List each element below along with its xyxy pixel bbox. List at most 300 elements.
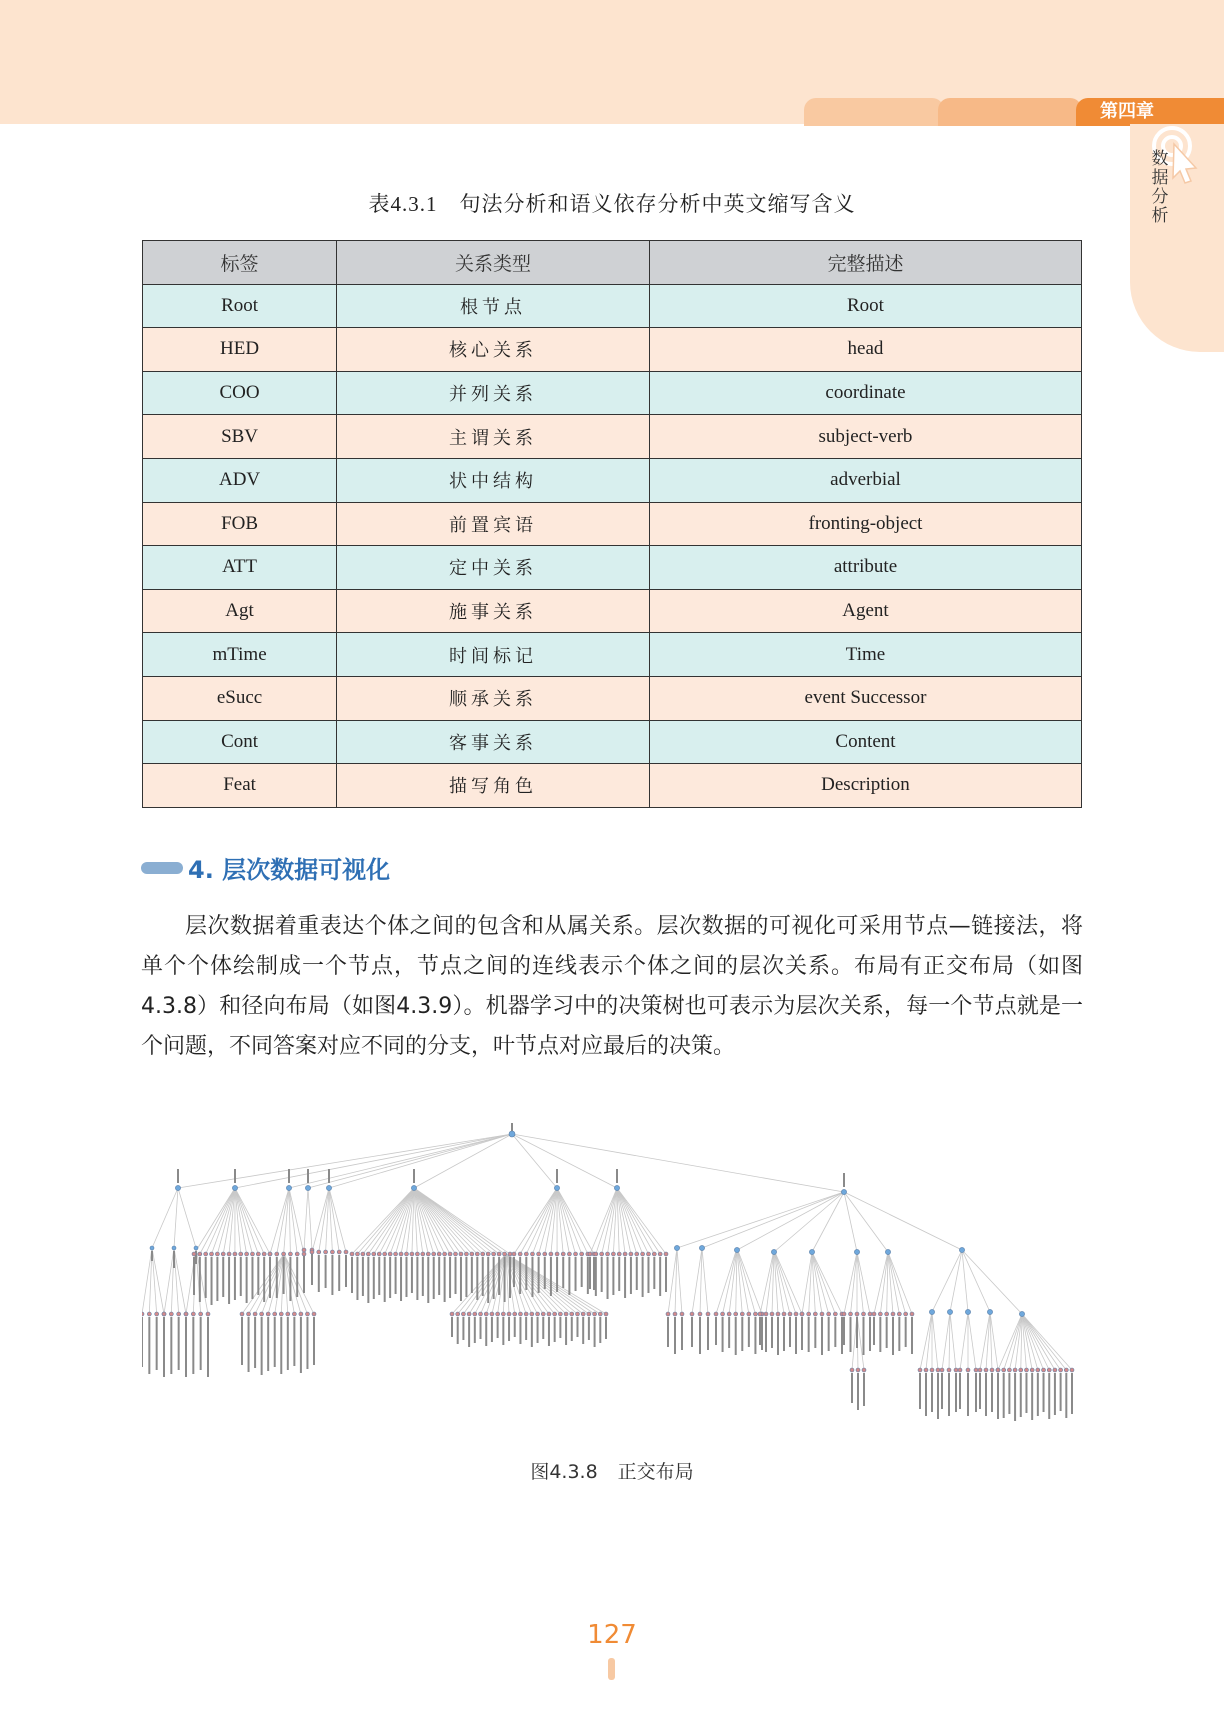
tree-node — [227, 1252, 231, 1256]
tree-node — [673, 1312, 677, 1316]
tree-node-label — [465, 1257, 467, 1297]
tree-node — [541, 1312, 545, 1316]
table-cell: Root — [143, 284, 337, 328]
tree-node-label — [879, 1317, 881, 1352]
tree-link — [962, 1250, 968, 1312]
body-paragraph — [141, 907, 1083, 1067]
tree-node — [850, 1368, 854, 1372]
tree-node — [958, 1368, 962, 1372]
tree-node — [1059, 1368, 1063, 1372]
tree-node — [776, 1312, 780, 1316]
tree-node — [629, 1252, 633, 1256]
table-cell: SBV — [143, 415, 337, 459]
tree-node — [690, 1312, 694, 1316]
tree-node — [965, 1309, 970, 1314]
tree-node-label — [843, 1173, 845, 1187]
tree-node-label — [857, 1373, 859, 1410]
table-cell: 根节点 — [337, 284, 650, 328]
tree-node-label — [367, 1257, 369, 1303]
tree-node — [807, 1312, 811, 1316]
tree-node-label — [754, 1317, 756, 1354]
tree-link — [960, 1312, 968, 1370]
tree-node — [411, 1185, 416, 1190]
tree-node — [233, 1252, 237, 1256]
tree-node-label — [514, 1317, 516, 1337]
tree-node — [537, 1252, 541, 1256]
tree-link — [851, 1252, 858, 1314]
tree-link — [289, 1188, 304, 1254]
tree-link — [1009, 1314, 1022, 1370]
tree-node — [740, 1312, 744, 1316]
tree-node-label — [556, 1169, 558, 1183]
table-number: 表4.3.1 — [368, 192, 438, 216]
table-cell: coordinate — [649, 371, 1081, 415]
tree-node-label — [612, 1257, 614, 1295]
tree-node — [924, 1368, 928, 1372]
tree-node-label — [433, 1257, 435, 1299]
tree-node — [1013, 1368, 1017, 1372]
tree-node-label — [228, 1257, 230, 1304]
tree-node — [198, 1252, 202, 1256]
tree-node — [410, 1252, 414, 1256]
tree-node-label — [850, 1317, 852, 1352]
tree-node-label — [395, 1257, 397, 1294]
tree-node — [479, 1312, 483, 1316]
tree-node-label — [599, 1317, 601, 1343]
tree-node — [344, 1250, 348, 1254]
tree-node-label — [1071, 1373, 1073, 1414]
tree-node — [555, 1252, 559, 1256]
tree-link — [844, 1192, 962, 1250]
tree-node — [547, 1312, 551, 1316]
tree-node-label — [178, 1317, 180, 1370]
tree-link — [506, 1254, 549, 1314]
tree-link — [737, 1248, 762, 1314]
tree-node — [302, 1252, 306, 1256]
tree-node-label — [1060, 1373, 1062, 1411]
tree-node-label — [389, 1257, 391, 1298]
tree-node — [509, 1131, 515, 1137]
table-title-text: 句法分析和语义依存分析中英文缩写含义 — [459, 192, 856, 216]
table-title — [0, 188, 1224, 218]
tree-node-label — [955, 1373, 957, 1412]
tree-node-label — [542, 1317, 544, 1339]
tree-node-label — [601, 1257, 603, 1292]
tree-node-label — [234, 1257, 236, 1300]
table-cell: adverbial — [649, 458, 1081, 502]
tree-node-label — [722, 1317, 724, 1352]
tree-link — [249, 1254, 284, 1314]
tree-node — [680, 1312, 684, 1316]
tree-node-label — [373, 1257, 375, 1299]
tree-node — [800, 1312, 804, 1316]
tree-node-label — [163, 1317, 165, 1367]
tree-node — [305, 1185, 310, 1190]
tree-node — [355, 1252, 359, 1256]
tree-link — [414, 1188, 450, 1254]
column-header: 完整描述 — [649, 241, 1081, 285]
tree-node-label — [274, 1317, 276, 1367]
tree-node-label — [318, 1255, 320, 1292]
tree-node-label — [630, 1257, 632, 1294]
tree-node — [530, 1252, 534, 1256]
tree-node-label — [556, 1257, 558, 1292]
tree-node-label — [728, 1317, 730, 1348]
tree-node — [885, 1249, 890, 1254]
tree-node-label — [497, 1317, 499, 1338]
tree-node-label — [886, 1317, 888, 1348]
tree-node-label — [581, 1257, 583, 1287]
tree-node-label — [674, 1317, 676, 1354]
tree-link — [920, 1312, 932, 1370]
tree-node-label — [356, 1257, 358, 1300]
table-cell: 定中关系 — [337, 546, 650, 590]
tree-link — [617, 1188, 637, 1254]
tree-node — [239, 1252, 243, 1256]
tree-node-label — [587, 1257, 589, 1294]
tree-link — [414, 1188, 456, 1254]
tree-node-label — [589, 1257, 591, 1289]
tree-node — [570, 1312, 574, 1316]
tree-node-label — [502, 1317, 504, 1345]
tree-node-label — [765, 1317, 767, 1352]
tree-link — [888, 1252, 899, 1314]
tree-link — [512, 1134, 557, 1188]
tree-node — [497, 1252, 501, 1256]
tree-node-label — [771, 1317, 773, 1348]
tree-node — [302, 1248, 306, 1252]
tree-node — [753, 1312, 757, 1316]
tree-node-label — [841, 1317, 843, 1354]
tree-node — [561, 1252, 565, 1256]
tree-node-label — [222, 1257, 224, 1297]
tree-node — [177, 1312, 181, 1316]
tree-node — [947, 1309, 952, 1314]
tree-link — [235, 1188, 258, 1254]
column-header: 标签 — [143, 241, 337, 285]
tree-node — [764, 1312, 768, 1316]
tree-node — [518, 1312, 522, 1316]
tree-node-label — [642, 1257, 644, 1297]
tree-node-label — [251, 1257, 253, 1299]
tree-node — [175, 1185, 180, 1190]
tree-node — [467, 1312, 471, 1316]
tree-node — [929, 1309, 934, 1314]
table-cell: Agt — [143, 589, 337, 633]
tree-node — [456, 1312, 460, 1316]
abbreviation-table — [142, 240, 1082, 808]
tree-node — [172, 1246, 176, 1250]
tree-node-label — [313, 1317, 315, 1365]
tree-link — [774, 1192, 844, 1252]
tree-node-label — [624, 1257, 626, 1298]
tree-link — [152, 1188, 178, 1248]
tree-node — [275, 1252, 279, 1256]
tree-node — [1070, 1368, 1074, 1372]
tree-node-label — [493, 1257, 495, 1299]
tree-node-label — [759, 1317, 761, 1345]
tree-node-label — [1048, 1373, 1050, 1419]
tree-node — [184, 1312, 188, 1316]
tree-node-label — [362, 1257, 364, 1296]
tree-node — [432, 1252, 436, 1256]
tree-link — [212, 1188, 235, 1254]
tree-node-label — [834, 1317, 836, 1347]
tree-node-label — [338, 1255, 340, 1291]
table-cell: subject-verb — [649, 415, 1081, 459]
tree-node — [1042, 1368, 1046, 1372]
tree-node — [827, 1312, 831, 1316]
tree-node — [326, 1185, 331, 1190]
tree-node — [206, 1312, 210, 1316]
tree-node — [617, 1252, 621, 1256]
tree-link — [557, 1188, 569, 1254]
table-cell: head — [649, 328, 1081, 372]
tree-node — [714, 1312, 718, 1316]
tree-node-label — [148, 1317, 150, 1374]
tree-node-label — [550, 1257, 552, 1296]
tree-node-label — [257, 1257, 259, 1295]
tree-node-label — [544, 1257, 546, 1289]
tree-node-label — [427, 1257, 429, 1303]
tree-node-label — [460, 1257, 462, 1301]
tree-node — [862, 1368, 866, 1372]
tree-node — [554, 1185, 559, 1190]
tree-node — [820, 1312, 824, 1316]
tree-node — [312, 1312, 316, 1316]
tree-node-label — [1020, 1373, 1022, 1417]
tree-node-label — [699, 1317, 701, 1354]
tree-node-label — [616, 1169, 618, 1183]
tree-node — [564, 1312, 568, 1316]
tree-link — [986, 1312, 990, 1370]
page-number-mark — [608, 1658, 615, 1680]
tree-link — [174, 1188, 178, 1248]
tree-node — [856, 1368, 860, 1372]
tree-link — [737, 1192, 844, 1250]
tree-link — [677, 1248, 682, 1314]
tree-link — [414, 1188, 505, 1254]
tree-node-label — [306, 1317, 308, 1369]
tree-node — [372, 1252, 376, 1256]
tree-link — [308, 1188, 312, 1250]
tree-node-label — [303, 1253, 305, 1277]
tree-node-label — [808, 1317, 810, 1352]
tree-node — [162, 1312, 166, 1316]
tree-link — [857, 1252, 864, 1314]
tree-node — [635, 1252, 639, 1256]
tree-link — [532, 1188, 557, 1254]
tree-link — [1022, 1314, 1072, 1370]
tree-node — [501, 1312, 505, 1316]
section-marker — [141, 862, 183, 874]
side-label: 数据分析 — [1151, 149, 1169, 226]
tree-node-label — [665, 1257, 667, 1292]
tree-node — [221, 1252, 225, 1256]
tree-node — [250, 1252, 254, 1256]
figure-caption-text: 正交布局 — [617, 1461, 694, 1483]
tree-link — [304, 1188, 308, 1250]
tree-node-label — [568, 1257, 570, 1295]
tree-node — [443, 1252, 447, 1256]
tree-node — [558, 1312, 562, 1316]
tree-node-label — [593, 1257, 595, 1290]
tree-link — [844, 1252, 857, 1314]
tree-node — [305, 1312, 309, 1316]
tree-link — [617, 1188, 654, 1254]
tree-node — [614, 1185, 619, 1190]
tree-node — [147, 1312, 151, 1316]
table-cell: FOB — [143, 502, 337, 546]
table-cell: ADV — [143, 458, 337, 502]
tree-node-label — [1008, 1373, 1010, 1414]
tree-node — [849, 1312, 853, 1316]
paragraph-text: 层次数据着重表达个体之间的包含和从属关系。层次数据的可视化可采用节点—链接法，将单个个体绘制成一个节点，节点之间的连线表示个体之间的层次关系。布局有正交布局（如图4.3.8）和径向布局（如图4.3.9）。机器学习中的决策树也可表示为层次关系，每一个节点就是一个问题，不同答案对应不同的分支，叶节点对应最后的决策。 — [141, 914, 1083, 1059]
tree-node — [698, 1312, 702, 1316]
tree-node — [366, 1252, 370, 1256]
tree-node-label — [246, 1257, 248, 1303]
tree-node — [954, 1368, 958, 1372]
tree-node — [192, 1252, 196, 1256]
tree-node-label — [248, 1317, 250, 1372]
tree-node-label — [173, 1251, 175, 1268]
tree-node — [594, 1252, 598, 1256]
table-row — [143, 589, 1082, 633]
tree-node — [310, 1250, 314, 1254]
tree-node — [240, 1312, 244, 1316]
tree-node-label — [959, 1373, 961, 1409]
tree-node — [286, 1185, 291, 1190]
tree-node-label — [261, 1317, 263, 1375]
tree-node — [1002, 1368, 1006, 1372]
table-cell: attribute — [649, 546, 1081, 590]
tree-node — [473, 1312, 477, 1316]
tree-node-label — [451, 1317, 453, 1337]
tree-node — [623, 1252, 627, 1256]
tree-node — [245, 1252, 249, 1256]
figure-number: 图4.3.8 — [530, 1461, 598, 1483]
tree-node-label — [548, 1317, 550, 1346]
tree-node — [262, 1252, 266, 1256]
tree-link — [329, 1134, 512, 1188]
tree-link — [702, 1248, 708, 1314]
table-cell: eSucc — [143, 676, 337, 720]
tree-node-label — [378, 1257, 380, 1295]
tree-node-label — [444, 1257, 446, 1302]
table-cell: COO — [143, 371, 337, 415]
tree-node — [842, 1312, 846, 1316]
tree-node-label — [667, 1317, 669, 1347]
tree-node-label — [205, 1257, 207, 1298]
tree-node — [699, 1245, 704, 1250]
tree-link — [414, 1188, 510, 1254]
tree-link — [950, 1312, 956, 1370]
tree-node — [247, 1312, 251, 1316]
tree-node-label — [843, 1317, 845, 1345]
tree-node-label — [531, 1257, 533, 1297]
tree-link — [874, 1252, 888, 1314]
tree-node — [1019, 1311, 1024, 1316]
tree-node — [862, 1312, 866, 1316]
tree-node-label — [491, 1317, 493, 1342]
tree-node-label — [911, 1317, 913, 1354]
table-cell: fronting-object — [649, 502, 1081, 546]
tree-node-label — [193, 1257, 195, 1295]
tree-node-label — [207, 1317, 209, 1377]
tree-node — [966, 1368, 970, 1372]
tree-node-label — [185, 1317, 187, 1367]
tree-node — [518, 1252, 522, 1256]
tree-node-label — [519, 1317, 521, 1344]
tree-node-label — [801, 1317, 803, 1345]
tree-node — [959, 1247, 964, 1252]
tree-node — [606, 1252, 610, 1256]
tree-link — [857, 1252, 870, 1314]
tree-node-label — [293, 1317, 295, 1366]
tree-node-label — [828, 1317, 830, 1351]
tree-link — [737, 1248, 749, 1314]
tree-link — [980, 1312, 990, 1370]
tree-link — [289, 1134, 512, 1188]
tree-node — [771, 1249, 776, 1254]
tree-node — [782, 1312, 786, 1316]
tree-node-label — [618, 1257, 620, 1291]
tree-node-label — [1054, 1373, 1056, 1415]
tree-node — [524, 1312, 528, 1316]
tree-node-label — [476, 1257, 478, 1300]
tree-node — [142, 1312, 144, 1316]
tree-node-label — [267, 1317, 269, 1371]
tree-node — [604, 1312, 608, 1316]
tree-node — [910, 1312, 914, 1316]
tree-node — [507, 1312, 511, 1316]
tree-node — [813, 1312, 817, 1316]
tree-node — [524, 1252, 528, 1256]
tree-link — [1022, 1314, 1044, 1370]
tree-node-label — [931, 1373, 933, 1412]
tree-node-label — [991, 1373, 993, 1412]
tree-node-label — [681, 1317, 683, 1350]
tree-node — [868, 1312, 872, 1316]
tree-node-label — [400, 1257, 402, 1301]
tree-node — [872, 1312, 876, 1316]
tree-node-label — [283, 1257, 285, 1294]
tree-link — [812, 1252, 835, 1314]
tree-node-label — [562, 1257, 564, 1288]
tree-node — [990, 1368, 994, 1372]
tree-node-label — [975, 1373, 977, 1412]
tree-node — [646, 1252, 650, 1256]
tree-node — [421, 1252, 425, 1256]
tree-link — [723, 1248, 737, 1314]
chapter-tab: 第四章 — [1076, 98, 1224, 126]
tree-node — [288, 1252, 292, 1256]
tree-node-label — [192, 1317, 194, 1374]
tree-node — [503, 1252, 507, 1256]
tree-link — [379, 1188, 414, 1254]
tree-node — [377, 1252, 381, 1256]
tree-node-label — [296, 1257, 298, 1297]
column-header: 关系类型 — [337, 241, 650, 285]
table-cell: HED — [143, 328, 337, 372]
section-title: 4. 层次数据可视化 — [188, 856, 391, 884]
table-cell: 顺承关系 — [337, 676, 650, 720]
table-row — [143, 764, 1082, 808]
tree-node-label — [814, 1317, 816, 1348]
tree-link — [962, 1250, 990, 1312]
tree-link — [506, 1254, 577, 1314]
tree-node — [1007, 1368, 1011, 1372]
